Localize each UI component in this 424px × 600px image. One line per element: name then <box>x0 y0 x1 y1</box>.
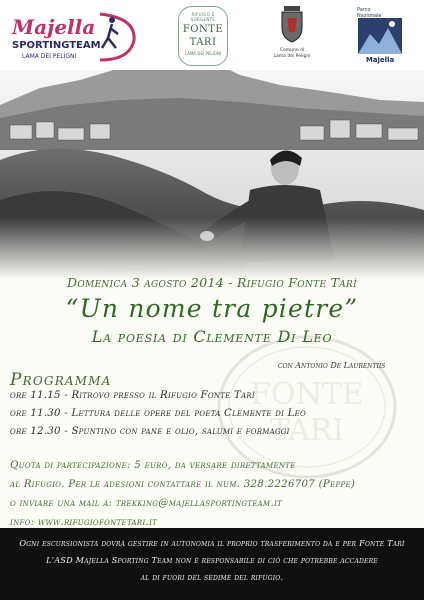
majella-sporting-team-logo <box>8 8 140 64</box>
event-date-line: Domenica 3 agosto 2014 - Rifugio Fonte Tarì <box>67 275 357 290</box>
logo-majella-text: Majella <box>12 15 96 39</box>
programma-item: ore 11.15 - Ritrovo presso il Rifugio Fonte Tarì <box>10 390 255 401</box>
programma-item: ore 11.30 - Lettura delle opere del poeta Clemente di Leo <box>10 408 306 419</box>
fonte-tari-word2: TARI <box>189 37 217 48</box>
info-line: o inviare una mail a: trekking@majellasportingteam.it <box>10 498 283 509</box>
footer-line: al di fuori del sedime del rifugio. <box>140 572 284 582</box>
comune-line1: Comune di <box>279 48 305 53</box>
fonte-tari-word1: FONTE <box>182 24 224 35</box>
footer-bar <box>0 528 424 600</box>
fonte-tari-caption: LAMA DEI PELIGNI <box>184 51 222 56</box>
comune-logo <box>270 4 314 66</box>
coat-of-arms-icon <box>278 4 306 44</box>
parco-majella-logo <box>355 4 405 66</box>
comune-line2: Lama dei Peligni <box>273 53 311 59</box>
info-line: al Rifugio. Per le adesioni contattare il num. 328.2226707 (Peppe) <box>10 479 356 490</box>
event-title: “Un nome tra pietre” <box>65 294 359 323</box>
logo-strip <box>0 0 424 70</box>
logo-lama-text: LAMA DEI PELIGNI <box>22 53 77 60</box>
fonte-tari-top: RIFUGIO E SORGENTE <box>190 12 216 22</box>
logo-sporting-text: SPORTINGTEAM <box>12 40 101 51</box>
watermark-word1: FONTE <box>250 377 364 412</box>
watermark-word2: TARI <box>269 413 345 448</box>
programma-heading: Programma <box>10 370 112 390</box>
programma-item: ore 12.30 - Spuntino con pane e olio, salumi e formaggi <box>10 426 290 437</box>
footer-line: L'ASD Majella Sporting Team non è responsabile di ciò che potrebbe accadere <box>46 555 378 565</box>
parco-line1: Parco <box>357 7 371 13</box>
fonte-tari-logo <box>178 6 228 66</box>
info-line: info: www.rifugiofontetari.it <box>10 517 158 528</box>
parco-line2: Nazionale <box>357 13 382 19</box>
event-subtitle: La poesia di Clemente Di Leo <box>91 327 333 346</box>
footer-line: Ogni escursionista dovrà gestire in autonomia il proprio trasferimento da e per Fonte Tarì <box>19 538 405 548</box>
parco-name: Majella <box>365 56 395 64</box>
info-line: Quota di partecipazione: 5 euro, da versare direttamente <box>10 460 296 471</box>
event-with: con Antonio De Laurentiis <box>278 361 386 370</box>
